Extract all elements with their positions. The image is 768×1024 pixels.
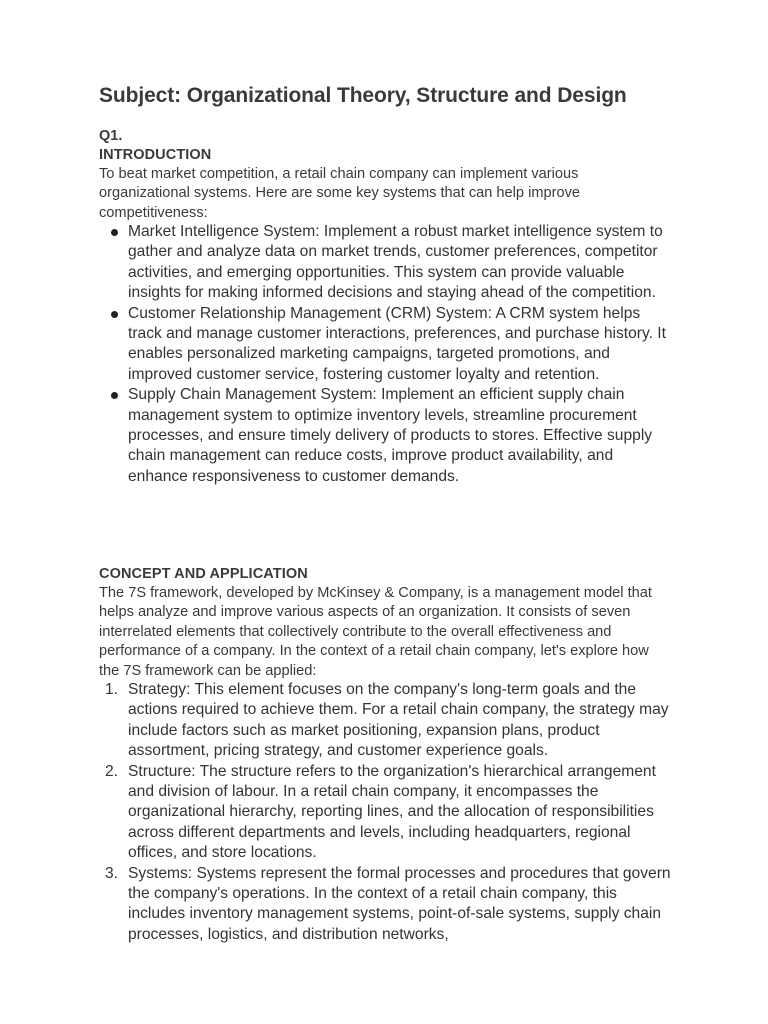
- question-number: Q1.: [99, 128, 123, 144]
- list-item-text: Customer Relationship Management (CRM) System: A CRM system helps track and manage customer interactions, preferences, and purchase history. It enables personalized marketing campaigns, targeted promotions, and improved customer service, fostering customer loyalty and retention.: [128, 304, 666, 383]
- concept-numbered-list: [105, 680, 673, 945]
- list-item: [105, 680, 673, 762]
- introduction-bullet-list: [128, 222, 673, 487]
- list-item-text: Supply Chain Management System: Implement an efficient supply chain management system to optimize inventory levels, streamline procurement processes, and ensure timely delivery of products to stores. Effective supply chain management can reduce costs, improve product availability, and enhance responsiveness to customer demands.: [128, 386, 653, 485]
- list-item: [128, 385, 673, 487]
- list-item: [128, 304, 673, 386]
- list-item: [105, 762, 673, 864]
- concept-heading: CONCEPT AND APPLICATION: [99, 566, 308, 582]
- list-item: [105, 864, 673, 946]
- list-item-text: Systems: Systems represent the formal processes and procedures that govern the company's operations. In the context of a retail chain company, this includes inventory management systems, point-of-sale systems, supply chain processes, logistics, and distribution networks,: [128, 864, 671, 943]
- list-item-text: Market Intelligence System: Implement a robust market intelligence system to gather and analyze data on market trends, customer preferences, competitor activities, and emerging opportunities. This system can provide valuable insights for making informed decisions and staying ahead of the competition.: [128, 223, 663, 302]
- list-item: [128, 222, 673, 304]
- list-item-text: Structure: The structure refers to the organization's hierarchical arrangement and division of labour. In a retail chain company, it encompasses the organizational hierarchy, reporting lines, and the allocation of responsibilities across different departments and levels, including headquarters, regional offices, and store locations.: [128, 762, 656, 862]
- list-item-number: 3.: [105, 864, 119, 882]
- list-item-number: 2.: [105, 762, 119, 780]
- list-item-text: Strategy: This element focuses on the company's long-term goals and the actions required to achieve them. For a retail chain company, the strategy may include factors such as market positioning, expansion plans, product assortment, pricing strategy, and customer experience goals.: [128, 681, 669, 760]
- document-title: Subject: Organizational Theory, Structure and Design: [99, 84, 627, 107]
- concept-paragraph: The 7S framework, developed by McKinsey & Company, is a management model that helps analyze and improve various aspects of an organization. It consists of seven interrelated elements that collectively contribute to the overall effectiveness and performance of a company. In the context of a retail chain company, let's explore how the 7S framework can be applied:: [99, 585, 652, 679]
- introduction-heading: INTRODUCTION: [99, 147, 212, 163]
- list-item-number: 1.: [105, 681, 119, 698]
- introduction-paragraph: To beat market competition, a retail chain company can implement various organizational systems. Here are some key systems that can help improve competitiveness:: [99, 166, 580, 221]
